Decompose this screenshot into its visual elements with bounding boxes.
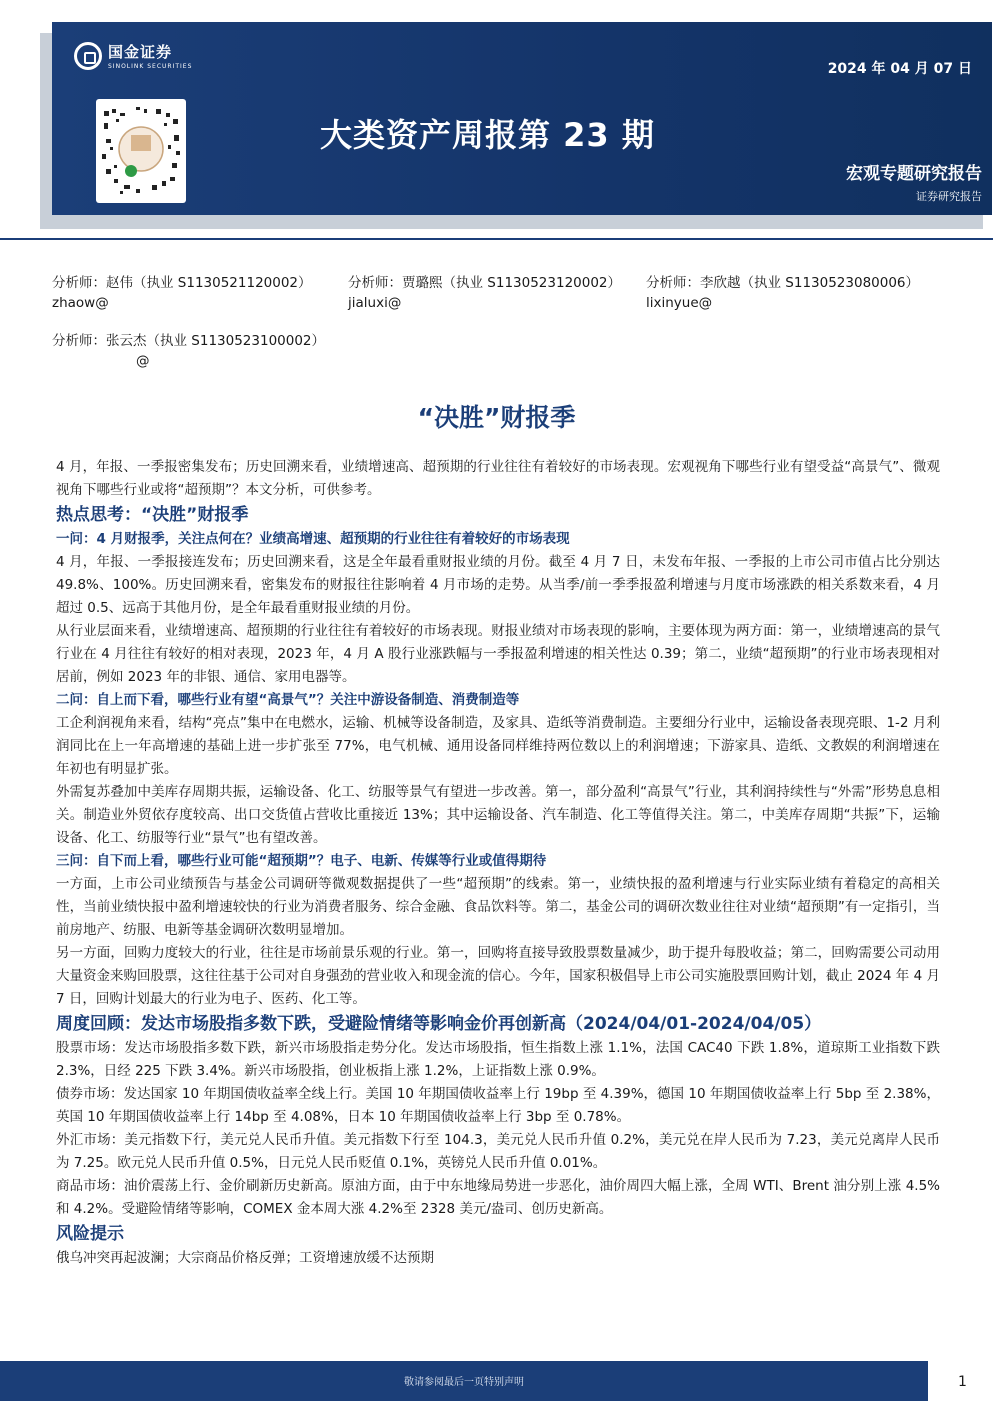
report-subtype: 证券研究报告 <box>916 190 982 203</box>
body-paragraph: 债券市场：发达国家 10 年期国债收益率全线上行。美国 10 年期国债收益率上行 19bp 至 4.39%，德国 10 年期国债收益率上行 5bp 至 2.38%，英国 10 年期国债收益率上行 14bp 至 4.08%，日本 10 年期国债收益率上行 3bp 至 0.78%。 <box>56 1086 940 1125</box>
report-banner <box>52 22 992 215</box>
body-paragraph: 商品市场：油价震荡上行、金价刷新历史新高。原油方面，由于中东地缘局势进一步恶化，油价周四大幅上涨，全周 WTI、Brent 油分别上涨 4.5%和 4.2%。受避险情绪等影响，COMEX 金本周大涨 4.2%至 2328 美元/盎司、创历史新高。 <box>56 1178 940 1217</box>
section-heading: 周度回顾：发达市场股指多数下跌，受避险情绪等影响金价再创新高（2024/04/01-2024/04/05） <box>56 1014 822 1034</box>
section-heading: 风险提示 <box>56 1224 124 1244</box>
analyst-email: jialuxi@ <box>348 295 402 311</box>
report-date: 2024 年 04 月 07 日 <box>827 61 972 77</box>
question-heading: 二问：自上而下看，哪些行业有望“高景气”？关注中游设备制造、消费制造等 <box>56 692 520 708</box>
body-paragraph: 另一方面，回购力度较大的行业，往往是市场前景乐观的行业。第一，回购将直接导致股票数量减少，助于提升每股收益；第二，回购需要公司动用大量资金来购回股票，这往往基于公司对自身强劲的营业收入和现金流的信心。今年，国家积极倡导上市公司实施股票回购计划，截止 2024 年 4 月 7 日，回购计划最大的行业为电子、医药、化工等。 <box>56 945 940 1007</box>
logo-cn: 国金证券 <box>108 43 173 61</box>
analyst-email: zhaow@ <box>52 295 109 311</box>
main-heading: “决胜”财报季 <box>417 403 576 432</box>
intro-paragraph: 4 月，年报、一季报密集发布；历史回溯来看，业绩增速高、超预期的行业往往有着较好的市场表现。宏观视角下哪些行业有望受益“高景气”、微观视角下哪些行业或将“超预期”？本文分析，可供参考。 <box>56 459 940 498</box>
qr-code-icon <box>96 99 186 203</box>
analyst-name: 分析师：赵伟（执业 S1130521120002） <box>52 275 312 291</box>
question-heading: 三问：自下而上看，哪些行业可能“超预期”？电子、电新、传媒等行业或值得期待 <box>56 853 547 869</box>
analyst-entry <box>646 273 919 313</box>
logo-en: SINOLINK SECURITIES <box>108 63 193 70</box>
report-type: 宏观专题研究报告 <box>846 164 982 184</box>
analyst-name: 分析师：贾璐熙（执业 S1130523120002） <box>348 275 622 291</box>
page-number: 1 <box>958 1374 967 1390</box>
analyst-entry <box>348 273 621 313</box>
body-paragraph: 外需复苏叠加中美库存周期共振，运输设备、化工、纺服等景气有望进一步改善。第一，部分盈利“高景气”行业，其利润持续性与“外需”形势息息相关。制造业外贸依存度较高、出口交货值占营收比重接近 13%；其中运输设备、汽车制造、化工等值得关注。第二，中美库存周期“共振”下，运输设备、化工、纺服等行业“景气”也有望改善。 <box>56 784 940 846</box>
analyst-entry <box>52 331 325 371</box>
question-heading: 一问：4 月财报季，关注点何在？业绩高增速、超预期的行业往往有着较好的市场表现 <box>56 531 570 547</box>
body-paragraph: 股票市场：发达市场股指多数下跌，新兴市场股指走势分化。发达市场股指，恒生指数上涨 1.1%，法国 CAC40 下跌 1.8%，道琼斯工业指数下跌 2.3%，日经 225 下跌 3.4%。新兴市场股指，创业板指上涨 1.2%，上证指数上涨 0.9%。 <box>56 1040 940 1079</box>
body-paragraph: 工企利润视角来看，结构“亮点”集中在电燃水，运输、机械等设备制造，及家具、造纸等消费制造。主要细分行业中，运输设备表现亮眼、1-2 月利润同比在上一年高增速的基础上进一步扩张至 77%，电气机械、通用设备同样维持两位数以上的利润增速；下游家具、造纸、文教娱的利润增速在年初也有明显扩张。 <box>56 715 940 777</box>
section-heading: 热点思考：“决胜”财报季 <box>56 505 249 525</box>
analyst-name: 分析师：张云杰（执业 S1130523100002） <box>52 333 326 349</box>
body-paragraph: 外汇市场：美元指数下行，美元兑人民币升值。美元指数下行至 104.3，美元兑人民币升值 0.2%，美元兑在岸人民币为 7.23，美元兑离岸人民币为 7.25。欧元兑人民币升值 0.5%，日元兑人民币贬值 0.1%，英镑兑人民币升值 0.01%。 <box>56 1132 940 1171</box>
logo-icon <box>74 42 102 70</box>
analyst-email: lixinyue@ <box>646 295 713 311</box>
header-divider <box>0 238 993 240</box>
analyst-email: @ <box>136 353 150 369</box>
body-paragraph: 俄乌冲突再起波澜；大宗商品价格反弹；工资增速放缓不达预期 <box>56 1250 434 1266</box>
analyst-entry <box>52 273 312 313</box>
body-paragraph: 一方面，上市公司业绩预告与基金公司调研等微观数据提供了一些“超预期”的线索。第一，业绩快报的盈利增速与行业实际业绩有着稳定的高相关性，当前业绩快报中盈利增速较快的行业为消费者服务、综合金融、食品饮料等。第二，基金公司的调研次数业往往对业绩“超预期”有一定指引，当前房地产、纺服、电新等基金调研次数明显增加。 <box>56 876 940 938</box>
report-title: 大类资产周报第 23 期 <box>320 116 655 154</box>
report-body <box>56 456 940 1270</box>
analyst-name: 分析师：李欣越（执业 S1130523080006） <box>646 275 920 291</box>
footer-disclaimer: 敬请参阅最后一页特别声明 <box>404 1377 524 1388</box>
body-paragraph: 4 月，年报、一季报接连发布；历史回溯来看，这是全年最看重财报业绩的月份。截至 4 月 7 日，未发布年报、一季报的上市公司市值占比分别达 49.8%、100%。历史回溯来看，密集发布的财报往往影响着 4 月市场的走势。从当季/前一季季报盈利增速与月度市场涨跌的相关系数来看，4 月超过 0.5、远高于其他月份，是全年最看重财报业绩的月份。 <box>56 554 940 616</box>
body-paragraph: 从行业层面来看，业绩增速高、超预期的行业往往有着较好的市场表现。财报业绩对市场表现的影响，主要体现为两方面：第一，业绩增速高的景气行业在 4 月往往有较好的相对表现，2023 年，4 月 A 股行业涨跌幅与一季报盈利增速的相关性达 0.39；第二，业绩“超预期”的行业市场表现相对居前，例如 2023 年的非银、通信、家用电器等。 <box>56 623 940 685</box>
company-logo <box>74 41 192 70</box>
